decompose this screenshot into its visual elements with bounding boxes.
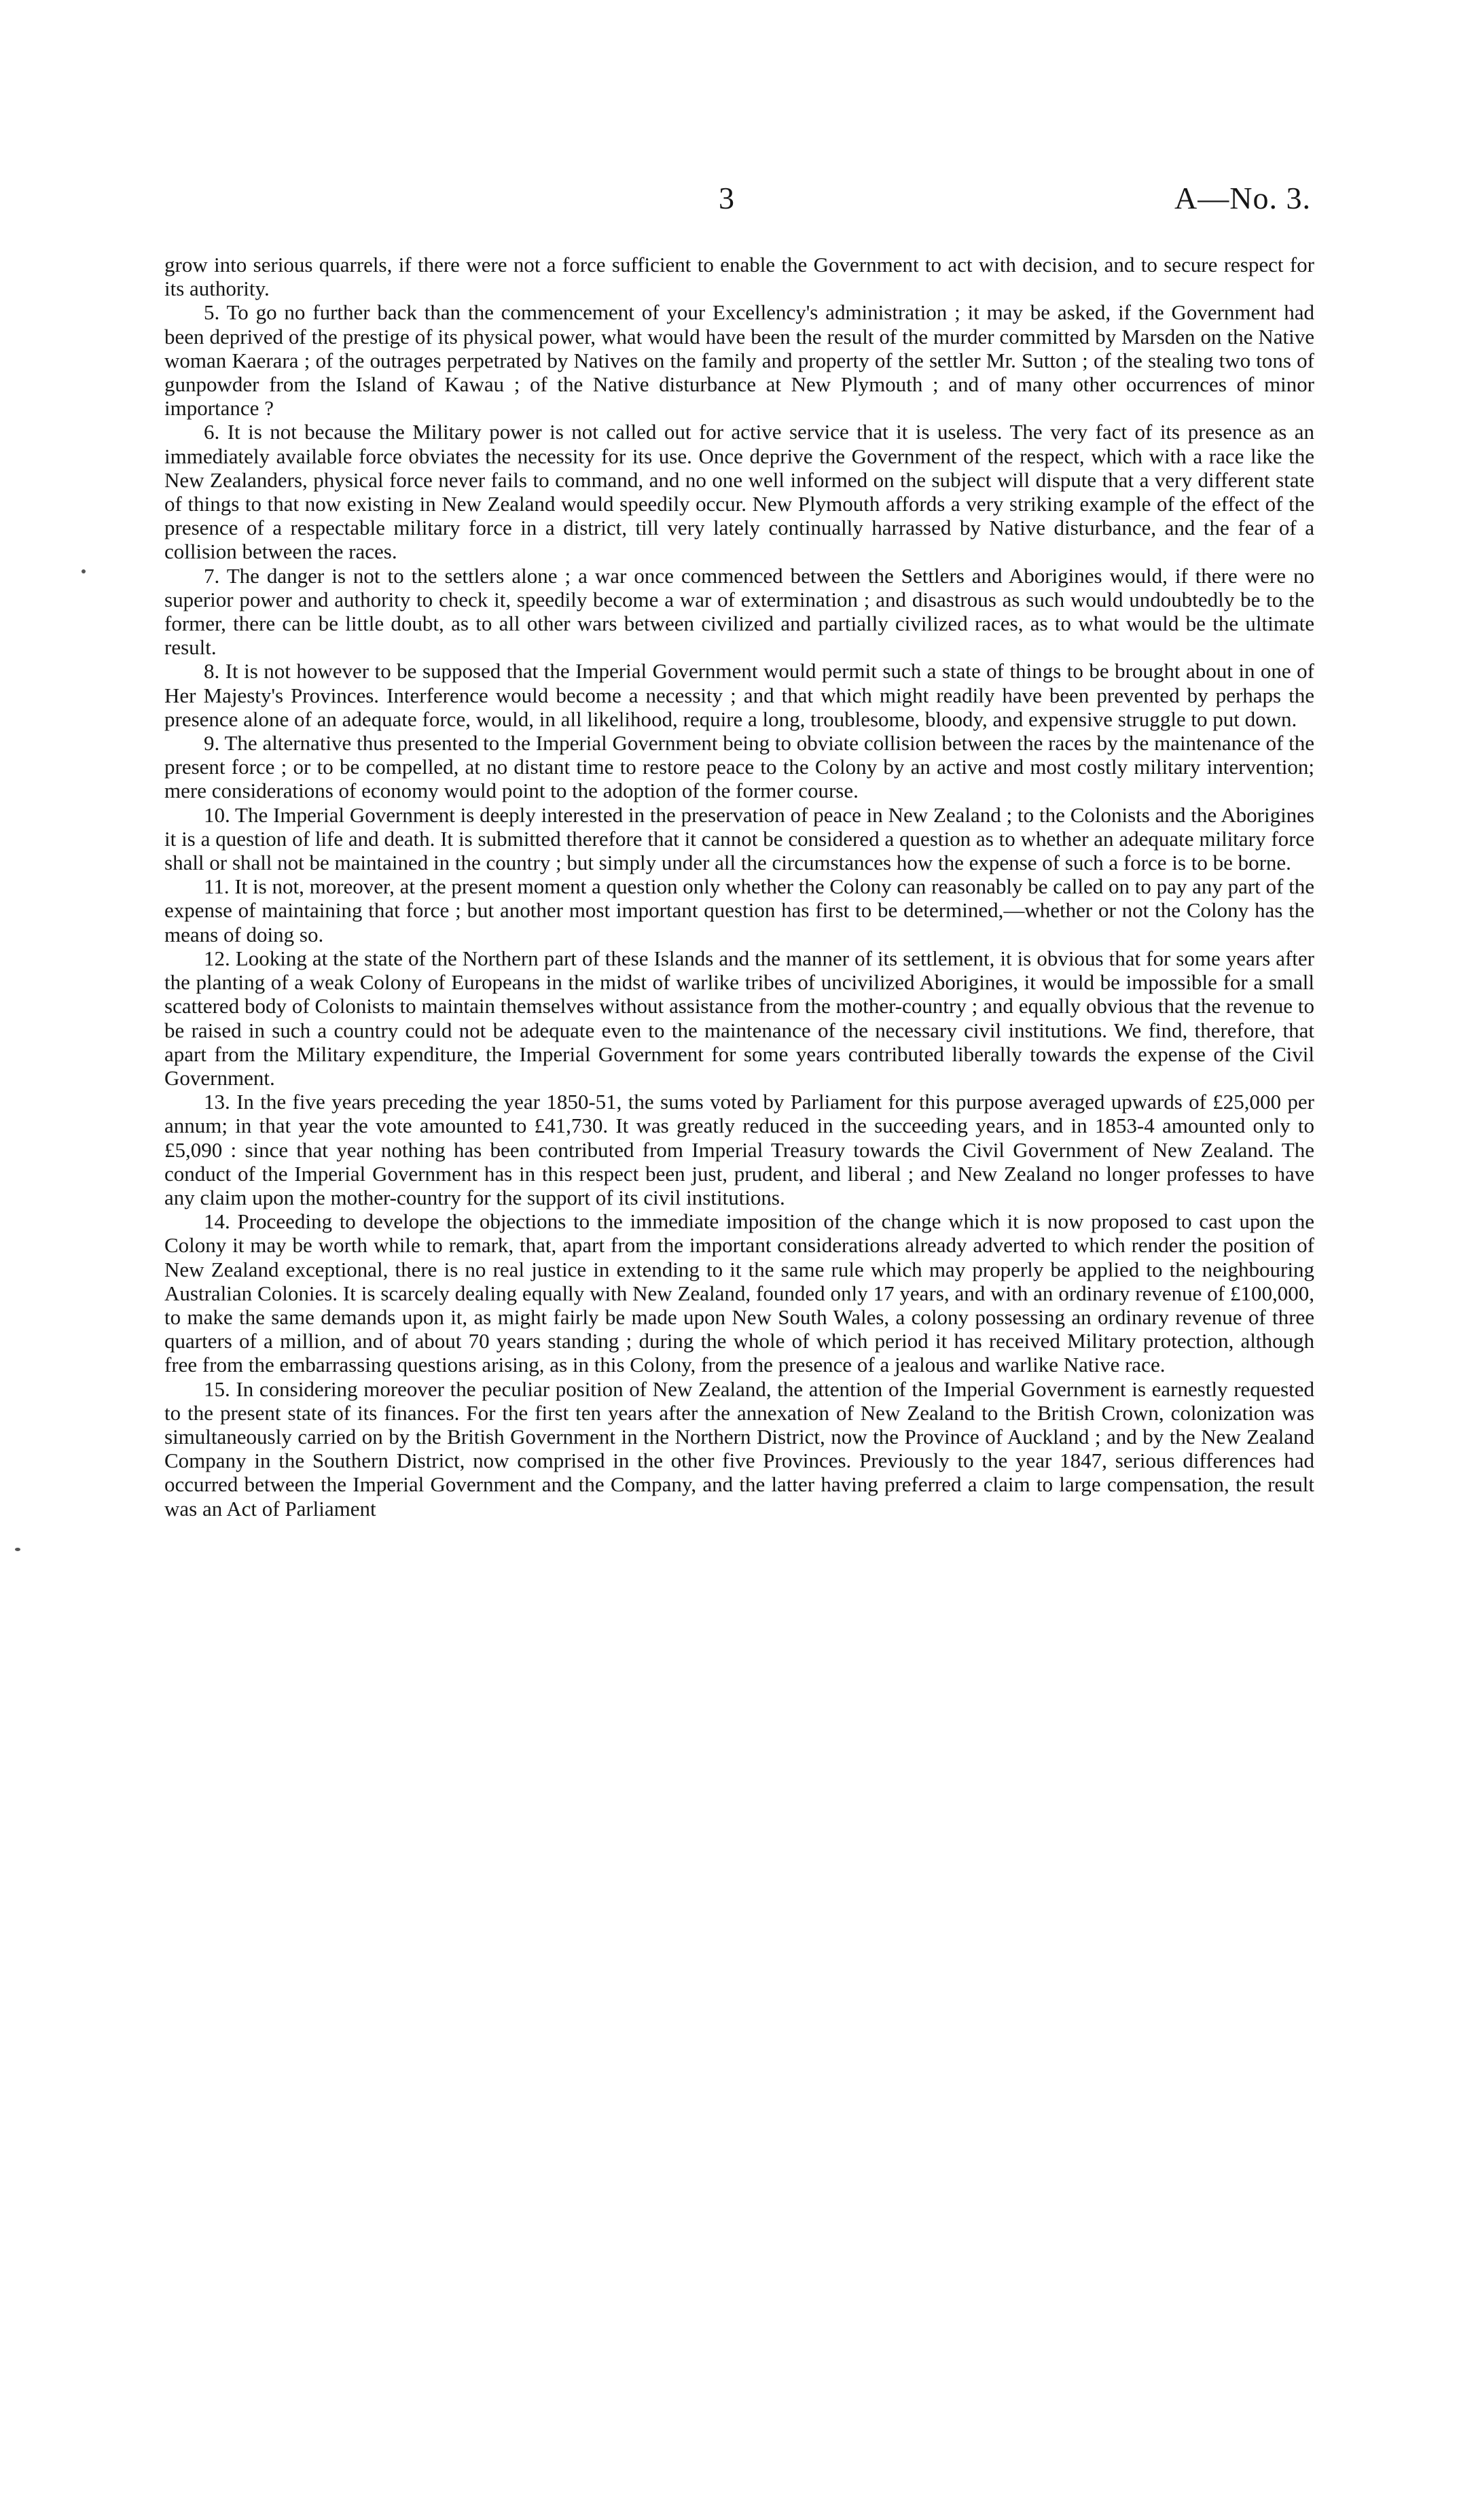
paragraph-6: 6. It is not because the Military power is not called out for active service that it is useless. The very fact of its presence as an immediately available force obviates the necessity for its use. Once deprive the Government of the respect, which with a race like the New Zealanders, physical force never fails to command, and no one well informed on the subject will dispute that a very different state of things to that now existing in New Zealand would speedily occur. New Plymouth affords a very striking example of the effect of the presence of a respectable military force in a district, till very lately continually harrassed by Native disturbance, and the fear of a collision between the races.	[164, 420, 1314, 564]
body-text	[164, 253, 1314, 1521]
paragraph-9: 9. The alternative thus presented to the Imperial Government being to obviate collision between the races by the maintenance of the present force ; or to be compelled, at no distant time to restore peace to the Colony by an active and most costly military intervention; mere considerations of economy would point to the adoption of the former course.	[164, 731, 1314, 803]
paragraph-continuation: grow into serious quarrels, if there were not a force sufficient to enable the Government to act with decision, and to secure respect for its authority.	[164, 253, 1314, 301]
paragraph-10: 10. The Imperial Government is deeply interested in the preservation of peace in New Zealand ; to the Colonists and the Aborigines it is a question of life and death. It is submitted therefore that it cannot be considered a question as to whether an adequate military force shall or shall not be maintained in the country ; but simply under all the circumstances how the expense of such a force is to be borne.	[164, 802, 1314, 875]
margin-mark	[15, 1548, 20, 1551]
page-header	[0, 178, 1476, 226]
paragraph-11: 11. It is not, moreover, at the present moment a question only whether the Colony can reasonably be called on to pay any part of the expense of maintaining that force ; but another most important question has first to be determined,—whether or not the Colony has the means of doing so.	[164, 874, 1314, 946]
paragraph-14: 14. Proceeding to develope the objections to the immediate imposition of the change which it is now proposed to cast upon the Colony it may be worth while to remark, that, apart from the important considerations already adverted to which render the position of New Zealand exceptional, there is no real justice in extending to it the same rule which may properly be applied to the neighbouring Australian Colonies. It is scarcely dealing equally with New Zealand, founded only 17 years, and with an ordinary revenue of £100,000, to make the same demands upon it, as might fairly be made upon New South Wales, a colony possessing an ordinary revenue of three quarters of a million, and of about 70 years standing ; during the whole of which period it has received Military protection, although free from the embarrassing questions arising, as in this Colony, from the presence of a jealous and warlike Native race.	[164, 1209, 1314, 1377]
paragraph-13: 13. In the five years preceding the year 1850-51, the sums voted by Parliament for this purpose averaged upwards of £25,000 per annum; in that year the vote amounted to £41,730. It was greatly reduced in the succeeding years, and in 1853-4 amounted only to £5,090 : since that year nothing has been contributed from Imperial Treasury towards the Civil Government of New Zealand. The conduct of the Imperial Government has in this respect been just, prudent, and liberal ; and New Zealand no longer professes to have any claim upon the mother-country for the support of its civil institutions.	[164, 1090, 1314, 1209]
page-number: 3	[719, 181, 734, 215]
paragraph-7: 7. The danger is not to the settlers alone ; a war once commenced between the Settlers and Aborigines would, if there were no superior power and authority to check it, speedily become a war of extermination ; and disastrous as such would undoubtedly be to the former, there can be little doubt, as to all other wars between civilized and partially civilized races, as to what would be the ultimate result.	[164, 563, 1314, 660]
paragraph-12: 12. Looking at the state of the Northern part of these Islands and the manner of its settlement, it is obvious that for some years after the planting of a weak Colony of Europeans in the midst of warlike tribes of uncivilized Aborigines, it would be impossible for a small scattered body of Colonists to maintain themselves without assistance from the mother-country ; and equally obvious that the revenue to be raised in such a country could not be adequate even to the maintenance of the necessary civil institutions. We find, therefore, that apart from the Military expenditure, the Imperial Government for some years contributed liberally towards the expense of the Civil Government.	[164, 946, 1314, 1090]
paragraph-8: 8. It is not however to be supposed that the Imperial Government would permit such a state of things to be brought about in one of Her Majesty's Provinces. Interference would become a necessity ; and that which might readily have been prevented by perhaps the presence alone of an adequate force, would, in all likelihood, require a long, troublesome, bloody, and expensive struggle to put down.	[164, 659, 1314, 731]
margin-mark	[82, 569, 86, 573]
document-reference: A—No. 3.	[1174, 181, 1311, 215]
paragraph-5: 5. To go no further back than the commencement of your Excellency's administration ; it may be asked, if the Government had been deprived of the prestige of its physical power, what would have been the result of the murder committed by Marsden on the Native woman Kaerara ; of the outrages perpetrated by Natives on the family and property of the settler Mr. Sutton ; of the stealing two tons of gunpowder from the Island of Kawau ; of the Native disturbance at New Plymouth ; and of many other occurrences of minor importance ?	[164, 300, 1314, 421]
paragraph-15: 15. In considering moreover the peculiar position of New Zealand, the attention of the Imperial Government is earnestly requested to the present state of its finances. For the first ten years after the annexation of New Zealand to the British Crown, colonization was simultaneously carried on by the British Government in the Northern District, now the Province of Auckland ; and by the New Zealand Company in the Southern District, now comprised in the other five Provinces. Previously to the year 1847, serious differences had occurred between the Imperial Government and the Company, and the latter having preferred a claim to large compensation, the result was an Act of Parliament	[164, 1377, 1314, 1521]
